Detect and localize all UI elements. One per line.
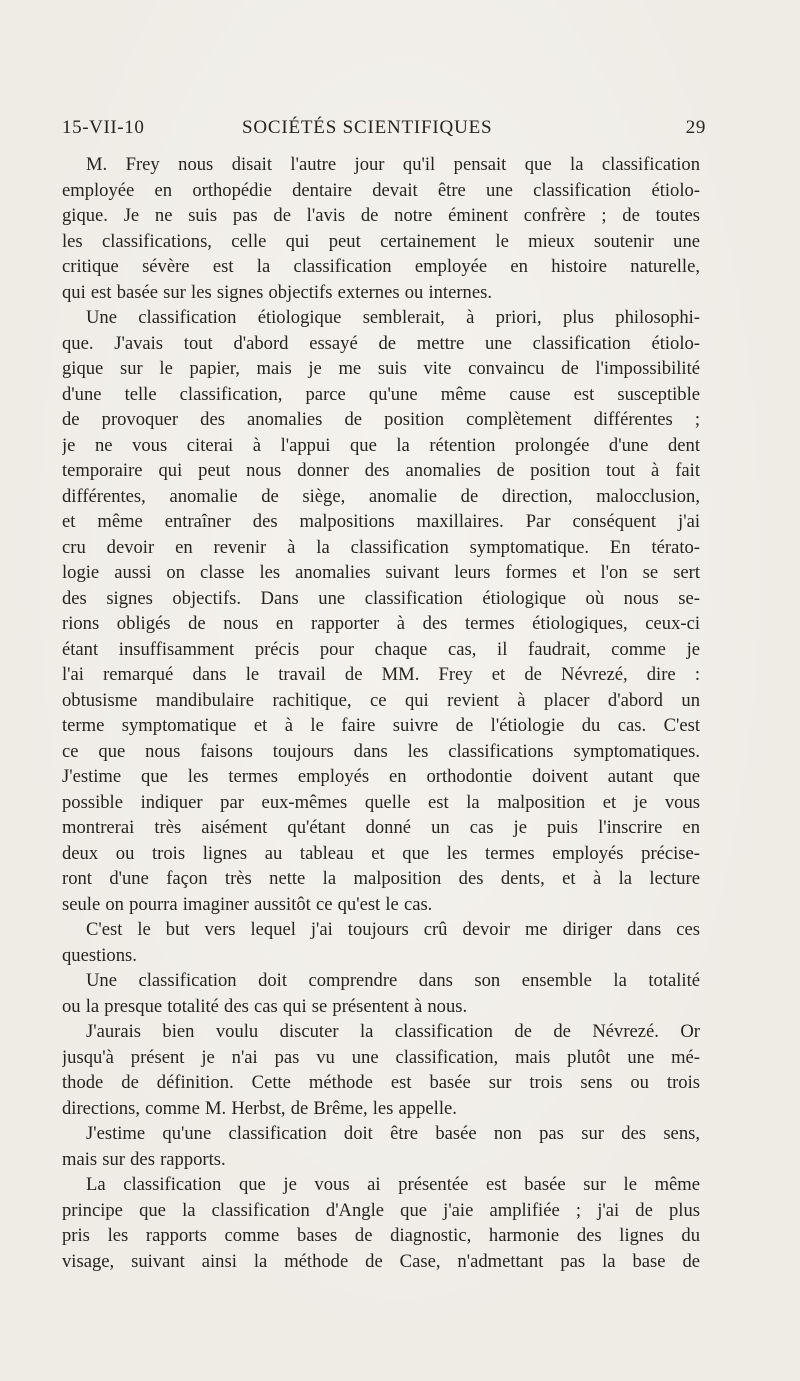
- text-line: ou la presque totalité des cas qui se présentent à nous.: [62, 995, 468, 1017]
- text-line: jusqu'à présent je n'ai pas vu une classification, mais plutôt une mé-: [62, 1046, 700, 1068]
- page-number: 29: [685, 117, 706, 138]
- text-line: thode de définition. Cette méthode est basée sur trois sens ou trois: [62, 1072, 700, 1093]
- text-line: principe que la classification d'Angle que j'aie amplifiée ; j'ai de plus: [62, 1199, 700, 1221]
- text-line: cru devoir en revenir à la classification symptomatique. En térato-: [62, 536, 700, 558]
- text-line: rions obligés de nous en rapporter à des termes étiologiques, ceux-ci: [62, 613, 700, 634]
- text-line: La classification que je vous ai présentée est basée sur le même: [86, 1174, 700, 1195]
- text-line: ce que nous faisons toujours dans les classifications symptomatiques.: [62, 740, 700, 762]
- text-line: logie aussi on classe les anomalies suivant leurs formes et l'on se sert: [62, 562, 700, 583]
- text-line: employée en orthopédie dentaire devait être une classification étiolo-: [62, 179, 700, 201]
- text-line: questions.: [62, 944, 137, 966]
- text-line: possible indiquer par eux-mêmes quelle est la malposition et je vous: [62, 791, 700, 813]
- header-section-title: SOCIÉTÉS SCIENTIFIQUES: [242, 117, 493, 138]
- text-line: J'estime qu'une classification doit être basée non pas sur des sens,: [86, 1123, 700, 1144]
- text-line: ront d'une façon très nette la malposition des dents, et à la lecture: [62, 868, 700, 889]
- text-line: terme symptomatique et à le faire suivre de l'étiologie du cas. C'est: [62, 715, 700, 736]
- text-line: et même entraîner des malpositions maxillaires. Par conséquent j'ai: [62, 511, 700, 532]
- text-line: critique sévère est la classification employée en histoire naturelle,: [62, 256, 700, 277]
- text-line: de provoquer des anomalies de position complètement différentes ;: [62, 409, 700, 430]
- text-line: des signes objectifs. Dans une classification étiologique où nous se-: [62, 587, 700, 609]
- body-text: [62, 152, 700, 1274]
- text-line: étant insuffisamment précis pour chaque cas, il faudrait, comme je: [62, 638, 700, 660]
- text-line: deux ou trois lignes au tableau et que les termes employés précise-: [62, 842, 700, 864]
- running-header: [62, 117, 706, 147]
- text-line: gique. Je ne suis pas de l'avis de notre éminent confrère ; de toutes: [62, 205, 700, 226]
- text-line: qui est basée sur les signes objectifs externes ou internes.: [62, 281, 492, 303]
- text-line: montrerai très aisément qu'étant donné un cas je puis l'inscrire en: [62, 817, 700, 838]
- text-line: pris les rapports comme bases de diagnostic, harmonie des lignes du: [62, 1225, 700, 1246]
- text-line: temporaire qui peut nous donner des anomalies de position tout à fait: [62, 460, 700, 481]
- text-line: je ne vous citerai à l'appui que la rétention prolongée d'une dent: [62, 434, 700, 456]
- header-date: 15-VII-10: [62, 117, 145, 138]
- text-line: Une classification doit comprendre dans son ensemble la totalité: [86, 970, 700, 991]
- text-line: Une classification étiologique semblerait, à priori, plus philosophi-: [86, 307, 700, 328]
- text-line: mais sur des rapports.: [62, 1148, 226, 1170]
- text-line: directions, comme M. Herbst, de Brême, les appelle.: [62, 1097, 457, 1119]
- text-line: d'une telle classification, parce qu'une même cause est susceptible: [62, 383, 700, 405]
- text-line: M. Frey nous disait l'autre jour qu'il pensait que la classification: [86, 154, 700, 175]
- text-line: différentes, anomalie de siège, anomalie de direction, malocclusion,: [62, 485, 700, 507]
- text-line: les classifications, celle qui peut certainement le mieux soutenir une: [62, 230, 700, 252]
- text-line: gique sur le papier, mais je me suis vite convaincu de l'impossibilité: [62, 358, 700, 379]
- text-line: visage, suivant ainsi la méthode de Case, n'admettant pas la base de: [62, 1250, 700, 1272]
- text-line: l'ai remarqué dans le travail de MM. Frey et de Névrezé, dire :: [62, 664, 700, 685]
- text-line: J'aurais bien voulu discuter la classification de de Névrezé. Or: [86, 1021, 700, 1042]
- text-line: que. J'avais tout d'abord essayé de mettre une classification étiolo-: [62, 332, 700, 354]
- text-line: obtusisme mandibulaire rachitique, ce qui revient à placer d'abord un: [62, 689, 700, 711]
- text-line: J'estime que les termes employés en orthodontie doivent autant que: [62, 766, 700, 787]
- text-line: seule on pourra imaginer aussitôt ce qu'est le cas.: [62, 893, 433, 915]
- text-line: C'est le but vers lequel j'ai toujours crû devoir me diriger dans ces: [86, 919, 700, 940]
